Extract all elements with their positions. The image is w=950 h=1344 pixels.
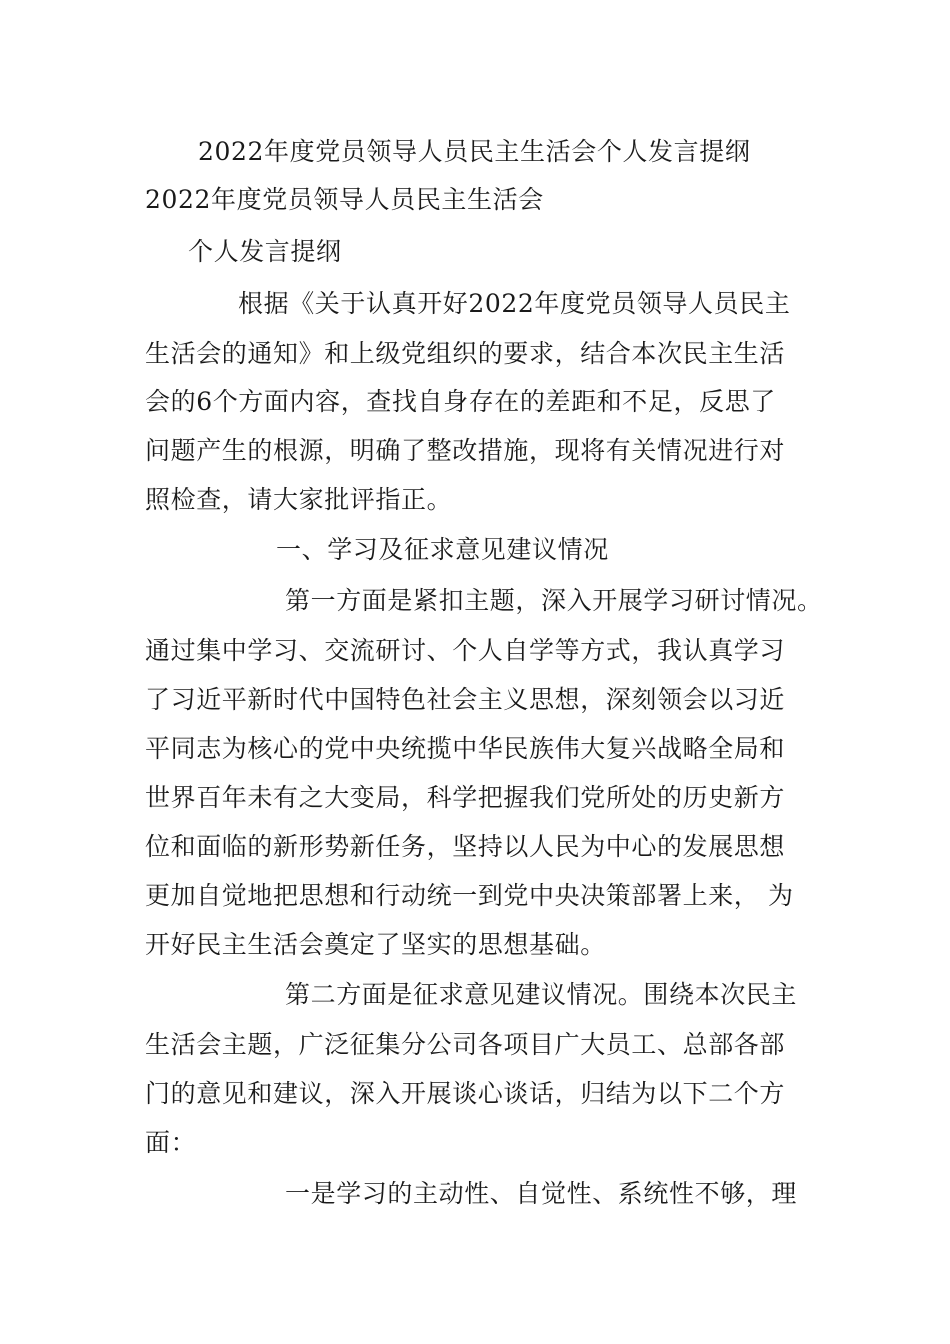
paragraph-2-line-3: 了习近平新时代中国特色社会主义思想，深刻领会以习近 bbox=[145, 685, 786, 714]
paragraph-1-line-3: 会的6个方面内容，查找自身存在的差距和不足，反思了 bbox=[145, 387, 776, 416]
paragraph-3-line-4: 面： bbox=[145, 1128, 197, 1157]
paragraph-2-line-6: 位和面临的新形势新任务，坚持以人民为中心的发展思想 bbox=[145, 832, 786, 861]
paragraph-2-line-5: 世界百年未有之大变局，科学把握我们党所处的历史新方 bbox=[145, 783, 786, 812]
paragraph-2-line-8: 开好民主生活会奠定了坚实的思想基础。 bbox=[145, 930, 606, 959]
paragraph-2-line-2: 通过集中学习、交流研讨、个人自学等方式，我认真学习 bbox=[145, 636, 786, 665]
paragraph-2-line-4: 平同志为核心的党中央统揽中华民族伟大复兴战略全局和 bbox=[145, 734, 786, 763]
paragraph-3-line-1: 第二方面是征求意见建议情况。围绕本次民主 bbox=[285, 980, 798, 1009]
paragraph-3-line-3: 门的意见和建议，深入开展谈心谈话，归结为以下二个方 bbox=[145, 1079, 786, 1108]
paragraph-1-line-5: 照检查，请大家批评指正。 bbox=[145, 485, 453, 514]
section-heading-1: 一、学习及征求意见建议情况 bbox=[276, 535, 609, 564]
paragraph-3-line-2: 生活会主题，广泛征集分公司各项目广大员工、总部各部 bbox=[145, 1030, 786, 1059]
document-title: 2022年度党员领导人员民主生活会个人发言提纲 bbox=[198, 137, 751, 166]
paragraph-4-line-1: 一是学习的主动性、自觉性、系统性不够，理 bbox=[285, 1179, 798, 1208]
paragraph-2-line-1: 第一方面是紧扣主题，深入开展学习研讨情况。 bbox=[285, 586, 823, 615]
subtitle-line-2: 个人发言提纲 bbox=[188, 237, 342, 266]
paragraph-1-line-2: 生活会的通知》和上级党组织的要求，结合本次民主生活 bbox=[145, 339, 786, 368]
paragraph-2-line-7: 更加自觉地把思想和行动统一到党中央决策部署上来， 为 bbox=[145, 881, 794, 910]
paragraph-1-line-1: 根据《关于认真开好2022年度党员领导人员民主 bbox=[238, 289, 791, 318]
subtitle-line-1: 2022年度党员领导人员民主生活会 bbox=[145, 185, 544, 214]
paragraph-1-line-4: 问题产生的根源，明确了整改措施，现将有关情况进行对 bbox=[145, 436, 786, 465]
